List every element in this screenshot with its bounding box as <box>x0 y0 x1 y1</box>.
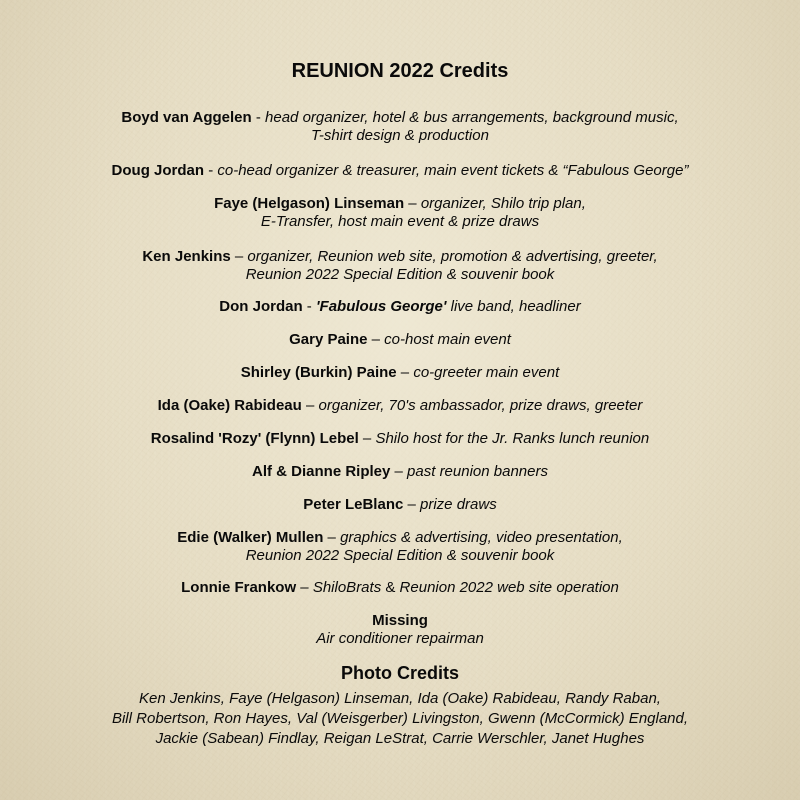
credit-entry <box>0 463 800 481</box>
credit-separator: – <box>301 397 319 414</box>
credit-entry <box>0 529 800 565</box>
credit-entry <box>0 430 800 448</box>
credit-role: Reunion 2022 web site operation <box>399 579 619 596</box>
credit-separator: - <box>302 298 316 315</box>
credit-name: Alf & Dianne Ripley <box>252 463 391 480</box>
credit-role: co-host main event <box>384 331 511 348</box>
credit-separator: - <box>251 109 266 126</box>
credit-name: Ida (Oake) Rabideau <box>157 397 302 414</box>
credit-entry <box>0 397 800 415</box>
credit-name: Doug Jordan <box>111 162 205 179</box>
credit-separator: – <box>396 364 414 381</box>
credit-role: co-head organizer & treasurer, main event tickets & “Fabulous George” <box>217 162 689 179</box>
credit-entry-missing <box>0 612 800 648</box>
credit-name: Missing <box>372 612 428 629</box>
photo-credits-line: Ken Jenkins, Faye (Helgason) Linseman, Ida (Oake) Rabideau, Randy Raban, <box>139 690 661 707</box>
credit-separator: – <box>323 529 341 546</box>
credit-entry <box>0 331 800 349</box>
credit-name: Edie (Walker) Mullen <box>177 529 324 546</box>
band-name: 'Fabulous George' <box>315 298 447 315</box>
credit-role-continued: T-shirt design & production <box>311 127 489 144</box>
credit-name: Peter LeBlanc <box>303 496 404 513</box>
credit-entry <box>0 364 800 382</box>
credit-role: head organizer, hotel & bus arrangements, background music, <box>265 109 679 126</box>
credit-role: organizer, 70's ambassador, prize draws, greeter <box>318 397 643 414</box>
credit-separator: – <box>404 195 421 212</box>
credit-name: Boyd van Aggelen <box>121 109 252 126</box>
credit-name: Ken Jenkins <box>142 248 231 265</box>
credit-name: Shirley (Burkin) Paine <box>240 364 397 381</box>
credit-separator: – <box>230 248 248 265</box>
credit-role: live band, headliner <box>446 298 581 315</box>
photo-credits-line: Bill Robertson, Ron Hayes, Val (Weisgerber) Livingston, Gwenn (McCormick) England, <box>111 710 689 727</box>
credit-role-continued: Reunion 2022 Special Edition & souvenir book <box>245 266 555 283</box>
credit-name: Don Jordan <box>219 298 303 315</box>
credit-role: organizer, Shilo trip plan, <box>420 195 586 212</box>
credit-separator: – <box>367 331 385 348</box>
credit-role: prize draws <box>420 496 497 513</box>
credit-entry <box>0 109 800 145</box>
credit-role: co-greeter main event <box>413 364 560 381</box>
credit-role: past reunion banners <box>407 463 548 480</box>
credit-entry <box>0 579 800 597</box>
credit-role: Air conditioner repairman <box>316 630 484 647</box>
credit-entry <box>0 298 800 316</box>
credit-role: organizer, Reunion web site, promotion & advertising, greeter, <box>247 248 658 265</box>
credit-entry <box>0 248 800 284</box>
page-title: REUNION 2022 Credits <box>291 60 509 82</box>
credit-name: Gary Paine <box>289 331 368 348</box>
credit-role-continued: E-Transfer, host main event & prize draws <box>260 213 540 230</box>
photo-credits-line: Jackie (Sabean) Findlay, Reigan LeStrat, Carrie Werschler, Janet Hughes <box>155 730 645 747</box>
credit-separator: – <box>403 496 421 513</box>
credit-entry <box>0 162 800 180</box>
credit-role-continued: Reunion 2022 Special Edition & souvenir book <box>245 547 555 564</box>
credit-entry <box>0 496 800 514</box>
credit-entry <box>0 195 800 231</box>
credit-role: ShiloBrats <box>312 579 382 596</box>
credit-name: Faye (Helgason) Linseman <box>214 195 405 212</box>
credit-separator: - <box>204 162 218 179</box>
credit-separator: – <box>296 579 313 596</box>
photo-credits-heading: Photo Credits <box>340 663 459 683</box>
credit-separator: – <box>358 430 376 447</box>
credit-role-joiner: & <box>381 579 400 596</box>
credit-name: Lonnie Frankow <box>181 579 297 596</box>
credit-name: Rosalind 'Rozy' (Flynn) Lebel <box>150 430 359 447</box>
credit-role: Shilo host for the Jr. Ranks lunch reunion <box>375 430 650 447</box>
photo-credits-list <box>0 689 800 749</box>
credit-role: graphics & advertising, video presentation, <box>340 529 623 546</box>
credit-separator: – <box>390 463 408 480</box>
